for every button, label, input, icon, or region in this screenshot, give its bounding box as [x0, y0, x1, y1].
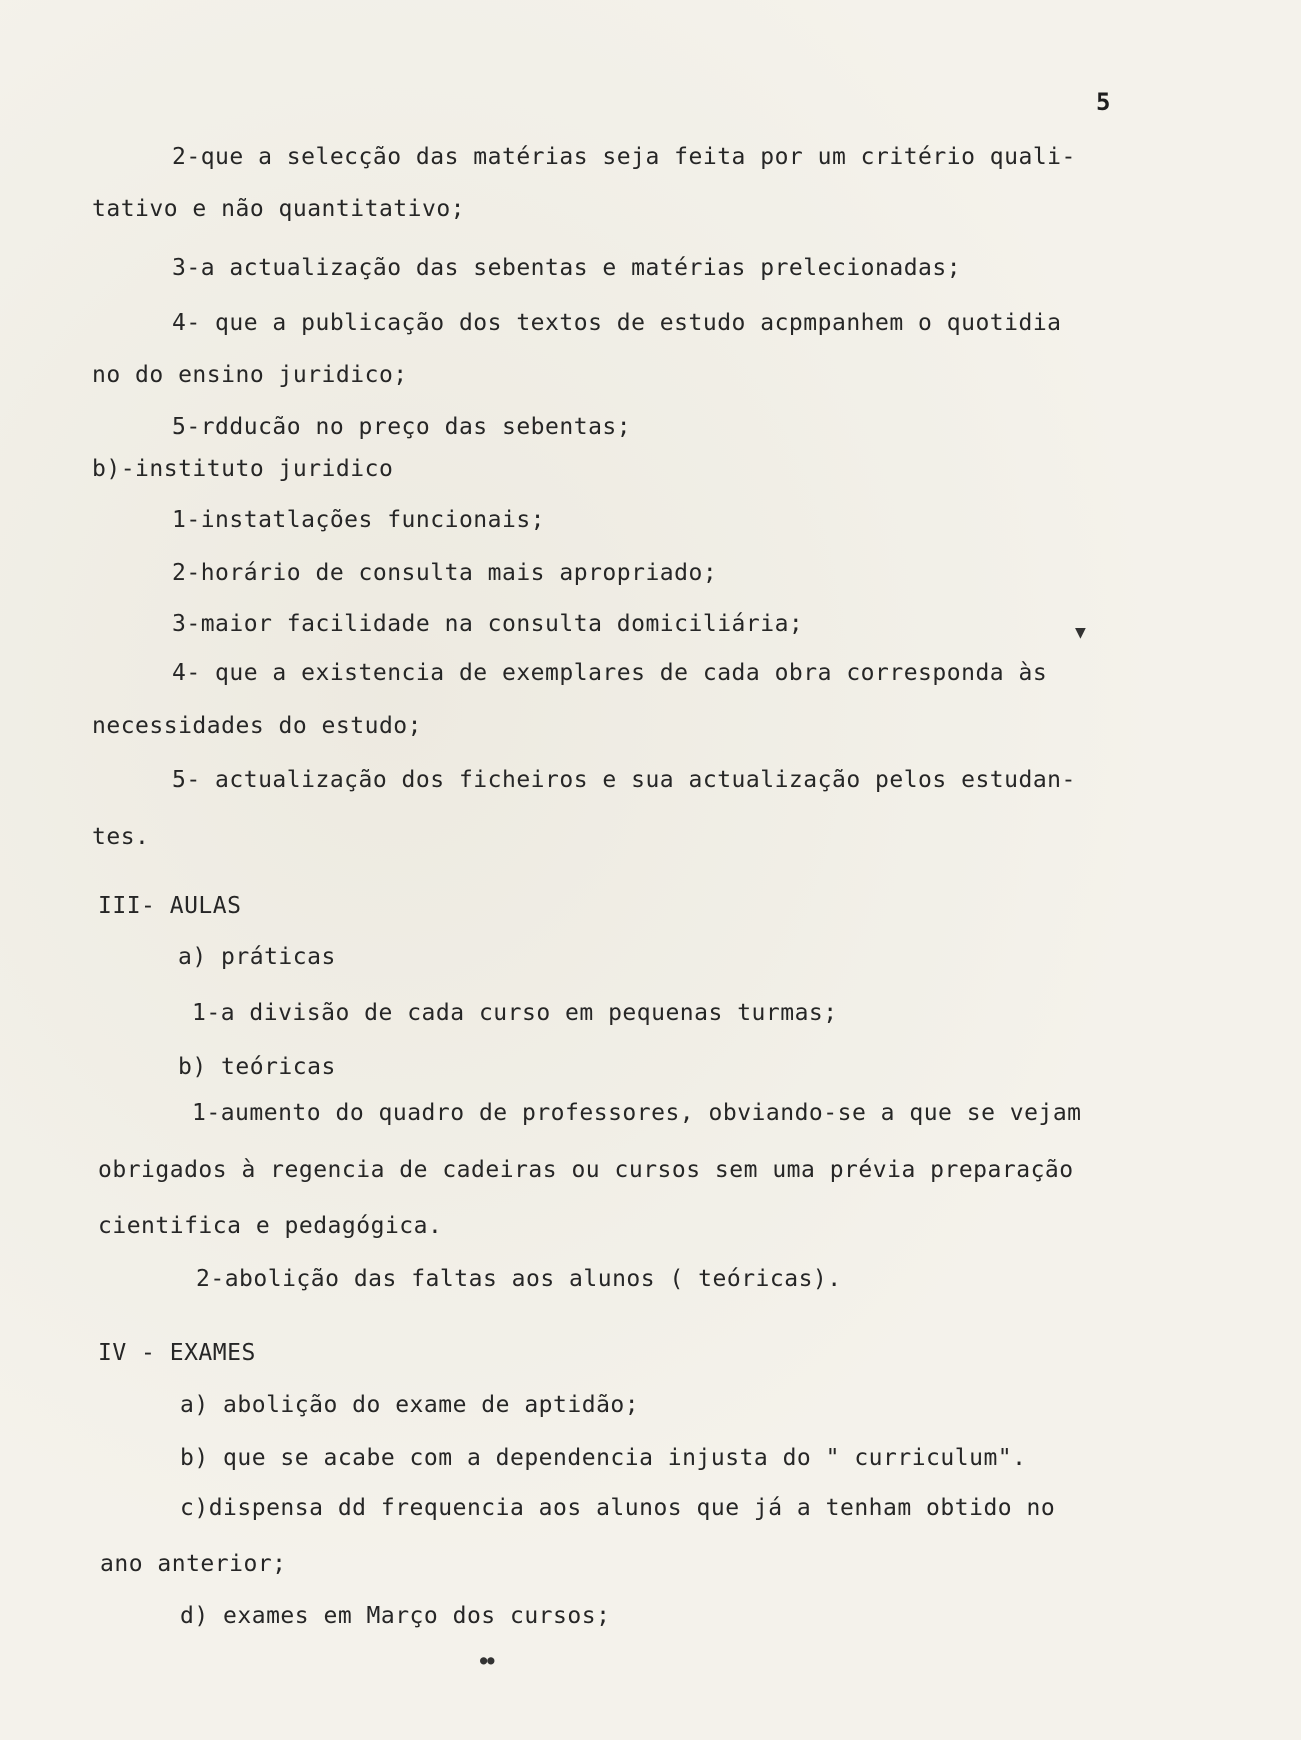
text-line: ano anterior; — [100, 1551, 287, 1577]
section-heading: b)-instituto juridico — [92, 456, 394, 482]
ink-mark: ●● — [480, 1653, 495, 1667]
page-number: 5 — [1096, 88, 1111, 116]
subsection-heading: b) teóricas — [178, 1054, 336, 1080]
text-line: 3-maior facilidade na consulta domiciliária; — [172, 611, 804, 637]
subsection-heading: a) práticas — [178, 944, 336, 970]
text-line: 2-abolição das faltas aos alunos ( teóricas). — [196, 1266, 842, 1292]
text-line: a) abolição do exame de aptidão; — [180, 1392, 640, 1418]
text-line: 4- que a publicação dos textos de estudo acpmpanhem o quotidia — [172, 310, 1062, 336]
text-line: 2-que a selecção das matérias seja feita por um critério quali- — [172, 144, 1076, 170]
section-heading: III- AULAS — [98, 893, 242, 919]
text-line: necessidades do estudo; — [92, 713, 422, 739]
text-line: b) que se acabe com a dependencia injusta do " curriculum". — [180, 1445, 1027, 1471]
text-line: cientifica e pedagógica. — [98, 1213, 443, 1239]
text-line: c)dispensa dd frequencia aos alunos que já a tenham obtido no — [180, 1495, 1056, 1521]
text-line: 1-instatlações funcionais; — [172, 507, 546, 533]
text-line: 1-a divisão de cada curso em pequenas turmas; — [192, 1000, 838, 1026]
text-line: tes. — [92, 824, 150, 850]
text-line: 5-rdducão no preço das sebentas; — [172, 414, 632, 440]
text-line: 3-a actualização das sebentas e matérias prelecionadas; — [172, 255, 962, 281]
text-line: 4- que a existencia de exemplares de cada obra corresponda às — [172, 660, 1048, 686]
ink-mark: ▼ — [1075, 622, 1086, 643]
text-line: 5- actualização dos ficheiros e sua actualização pelos estudan- — [172, 767, 1076, 793]
text-line: 2-horário de consulta mais apropriado; — [172, 560, 718, 586]
text-line: d) exames em Março dos cursos; — [180, 1603, 611, 1629]
text-line: 1-aumento do quadro de professores, obviando-se a que se vejam — [192, 1100, 1082, 1126]
section-heading: IV - EXAMES — [98, 1340, 256, 1366]
text-line: tativo e não quantitativo; — [92, 196, 466, 222]
text-line: obrigados à regencia de cadeiras ou cursos sem uma prévia preparação — [98, 1157, 1074, 1183]
text-line: no do ensino juridico; — [92, 362, 408, 388]
